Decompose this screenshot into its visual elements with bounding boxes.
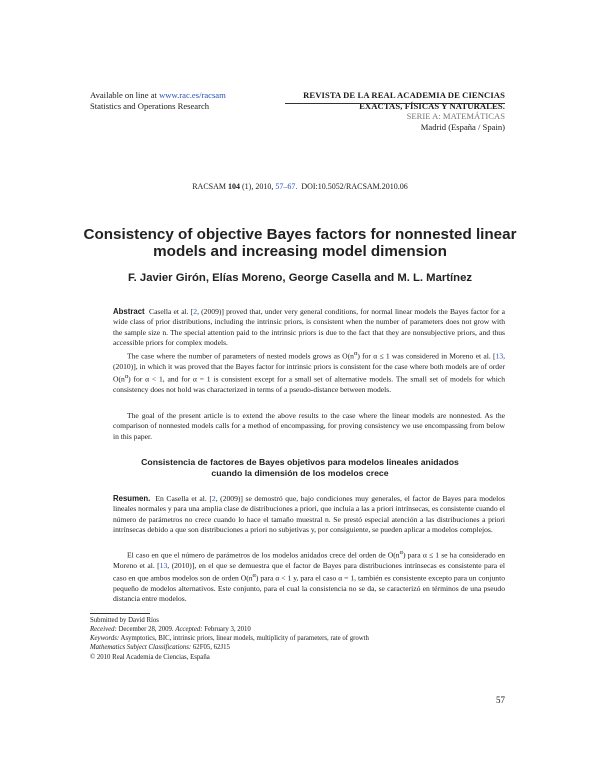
section-name: Statistics and Operations Research <box>90 100 210 111</box>
citation-pages-link[interactable]: 57–67. <box>275 182 298 191</box>
citation-line: RACSAM 104 (1), 2010, 57–67. DOI:10.5052/RACSAM.2010.06 <box>192 182 408 191</box>
footnote-dates: Received: December 28, 2009. Accepted: February 3, 2010 <box>90 626 251 633</box>
abstract-paragraph-2: The case where the number of parameters of nested models grows as $O(n^\alpha)$ for α ≤ 1 was considered in Moreno et al. [13, (2010)], in which it was proved that the Bayes factor for intrinsic priors is consistent for the case where both models are of order $O(n^\alpha)$ for α < 1, and for α = 1 is consistent except for a small set of alternative models. The small set of models for which consistency does not hold was characterized in terms of a pseudo-distance between models. <box>113 350 506 394</box>
reference-link-13[interactable]: 13 <box>495 351 504 361</box>
citation-volume: 104 <box>228 182 240 191</box>
availability-line: Available on line at www.rac.es/racsam <box>90 90 226 100</box>
header-left <box>90 90 226 111</box>
paper-authors: F. Javier Girón, Elías Moreno, George Casella and M. L. Martínez <box>127 272 473 284</box>
journal-header <box>265 90 505 132</box>
citation-doi: DOI:10.5052/RACSAM.2010.06 <box>301 182 408 191</box>
resumen-reference-link-2[interactable]: 2 <box>211 494 216 503</box>
footnote-msc: Mathematics Subject Classifications: 62F05, 62J15 <box>90 644 230 651</box>
journal-location: Madrid (España / Spain) <box>420 121 505 132</box>
journal-name-line1: REVISTA DE LA REAL ACADEMIA DE CIENCIAS <box>303 90 505 100</box>
footnote-rule <box>90 613 150 614</box>
abstract-paragraph-1: Abstract Casella et al. [2, (2009)] proved that, under very general conditions, for normal linear models the Bayes factor for a wide class of prior distributions, including the intrinsic priors, is consistent when the number of parameters does not grow with the sample size n. The special attention paid to the intrinsic priors is due to the fact that they are nonsubjective priors, and thus accessible priors for complex models. <box>113 307 506 347</box>
resumen-reference-link-13[interactable]: 13 <box>159 560 168 570</box>
resumen-paragraph-1: Resumen. En Casella et al. [2, (2009)] se demostró que, bajo condiciones muy generales, el factor de Bayes para modelos lineales normales y para una amplia clase de distribuciones a priori, que incluía a las a priori intrínsecas, es consistente cuando el número de parámetros no crece cuando lo hace el tamaño muestral n. Se prestó especial atención a las distribuciones a priori intrínsecas debido a que son distribuciones a priori no subjetivas y, por consiguiente, se pueden aplicar a modelos complejos. <box>113 494 505 534</box>
footnote-copyright: © 2010 Real Academia de Ciencias, España <box>90 654 210 661</box>
abstract-paragraph-3: The goal of the present article is to extend the above results to the case where the linear models are nonnested. As the comparison of nonnested models calls for a method of encompassing, for proving consistency we use encompassing from below in this paper. <box>113 411 505 441</box>
paper-title: Consistency of objective Bayes factors for nonnested linear models and increasing model dimension <box>83 226 517 260</box>
journal-name-line2: EXACTAS, FÍSICAS Y NATURALES. <box>359 100 505 111</box>
journal-series: SERIE A: MATEMÁTICAS <box>406 111 505 121</box>
header-rule <box>285 103 505 104</box>
abstract-label: Abstract <box>113 307 145 316</box>
footnote-submitted: Submitted by David Ríos <box>90 617 159 624</box>
spanish-title: Consistencia de factores de Bayes objetivos para modelos lineales anidados cuando la dimensión de los modelos crece <box>141 457 459 478</box>
journal-url-link[interactable]: www.rac.es/racsam <box>159 90 226 100</box>
resumen-paragraph-2: El caso en que el número de parámetros de los modelos anidados crece del orden de $O(n^\alpha)$ para α ≤ 1 se ha considerado en Moreno et al. [13, (2010)], en el que se demuestra que el factor de Bayes para distribuciones intrínsecas es consistente para el caso en que ambos modelos son de orden $O(n^\alpha)$ para α < 1 y, para el caso α = 1, también es consistente excepto para un conjunto pequeño de modelos alternativos. Este conjunto, para el cual la consistencia no se da, se caracterizó en términos de una pseudo distancia entre modelos. <box>113 549 506 604</box>
resumen-label: Resumen. <box>113 494 151 503</box>
reference-link-2[interactable]: 2 <box>193 307 198 316</box>
footnote-keywords: Keywords: Asymptotics, BIC, intrinsic priors, linear models, multiplicity of parameters, rate of growth <box>90 635 369 642</box>
page-number: 57 <box>496 695 505 705</box>
